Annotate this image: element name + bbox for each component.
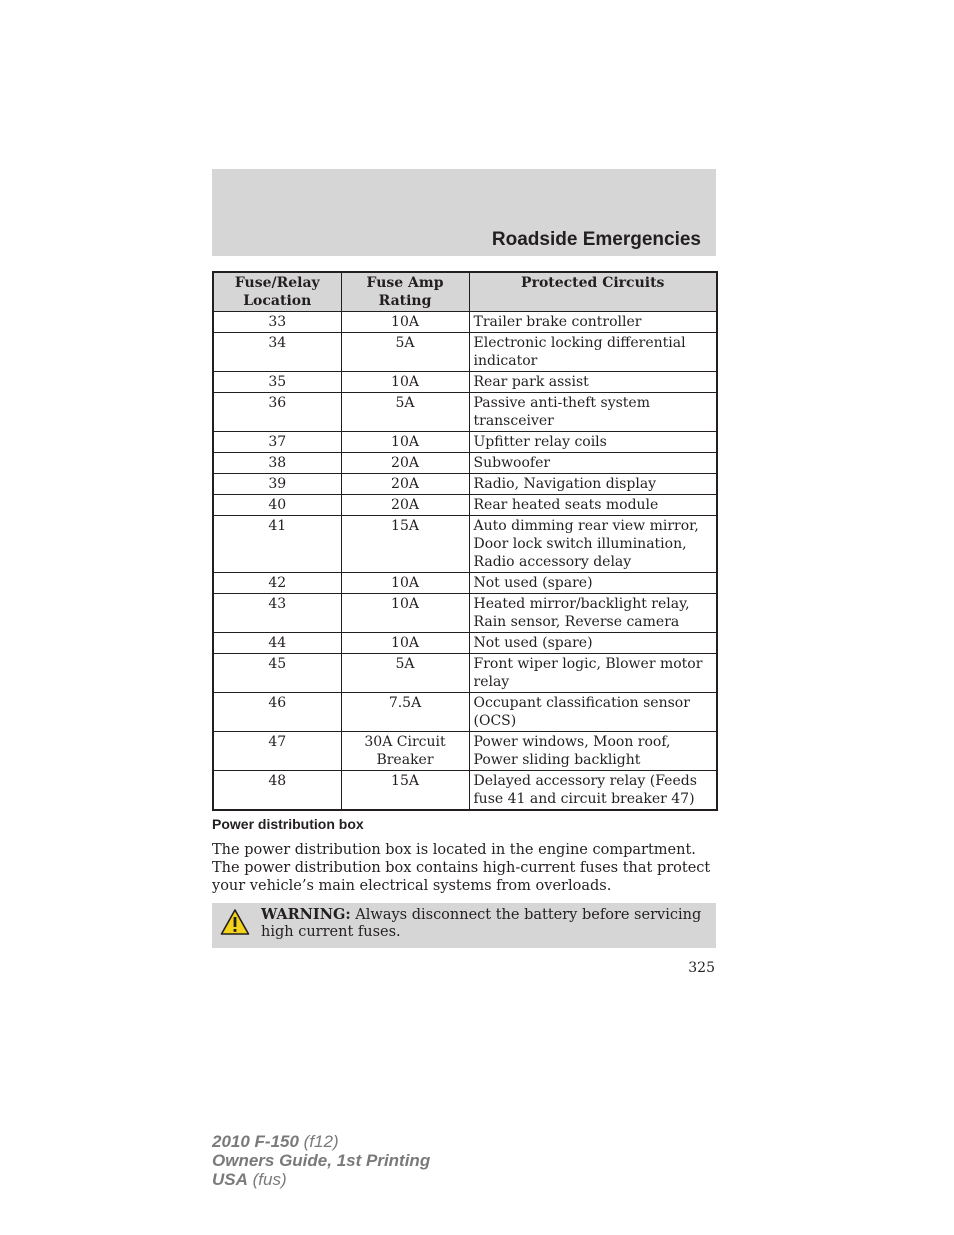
cell-location: 35 [213, 372, 341, 393]
cell-location: 38 [213, 453, 341, 474]
cell-circuits: Electronic locking differential indicator [469, 333, 717, 372]
table-row [213, 693, 717, 732]
table-row [213, 573, 717, 594]
cell-rating: 5A [341, 333, 469, 372]
fuse-table [212, 271, 718, 811]
cell-location: 45 [213, 654, 341, 693]
cell-location: 39 [213, 474, 341, 495]
footer-line-2: Owners Guide, 1st Printing [212, 1151, 431, 1170]
page-number: 325 [688, 960, 715, 976]
cell-circuits: Trailer brake controller [469, 312, 717, 333]
cell-location: 40 [213, 495, 341, 516]
table-row [213, 516, 717, 573]
cell-location: 34 [213, 333, 341, 372]
cell-circuits: Passive anti-theft system transceiver [469, 393, 717, 432]
cell-rating: 15A [341, 516, 469, 573]
cell-rating: 20A [341, 453, 469, 474]
cell-rating: 7.5A [341, 693, 469, 732]
column-header-rating: Fuse Amp Rating [341, 272, 469, 312]
table-row [213, 771, 717, 811]
section-header-band [212, 169, 716, 256]
table-row [213, 432, 717, 453]
cell-circuits: Front wiper logic, Blower motor relay [469, 654, 717, 693]
table-row [213, 633, 717, 654]
cell-location: 43 [213, 594, 341, 633]
cell-location: 47 [213, 732, 341, 771]
cell-rating: 10A [341, 573, 469, 594]
table-row [213, 453, 717, 474]
cell-rating: 30A Circuit Breaker [341, 732, 469, 771]
table-row [213, 654, 717, 693]
cell-location: 44 [213, 633, 341, 654]
cell-location: 42 [213, 573, 341, 594]
warning-box [212, 903, 716, 948]
cell-location: 48 [213, 771, 341, 811]
cell-circuits: Not used (spare) [469, 573, 717, 594]
warning-message: Always disconnect the battery before servicing high current fuses. [261, 907, 702, 940]
cell-location: 37 [213, 432, 341, 453]
cell-circuits: Radio, Navigation display [469, 474, 717, 495]
cell-rating: 10A [341, 432, 469, 453]
cell-circuits: Delayed accessory relay (Feeds fuse 41 and circuit breaker 47) [469, 771, 717, 811]
table-row [213, 333, 717, 372]
cell-circuits: Upfitter relay coils [469, 432, 717, 453]
cell-rating: 10A [341, 594, 469, 633]
section-heading: Power distribution box [212, 816, 364, 832]
section-title: Roadside Emergencies [491, 229, 701, 250]
cell-circuits: Occupant classification sensor (OCS) [469, 693, 717, 732]
table-row [213, 594, 717, 633]
section-paragraph: The power distribution box is located in the engine compartment. The power distribution box contains high-current fuses that protect your vehicle’s main electrical systems from overloads. [212, 842, 711, 894]
footer-model: 2010 F-150 [212, 1132, 299, 1151]
footer-line-3 [212, 1170, 430, 1189]
cell-circuits: Not used (spare) [469, 633, 717, 654]
cell-circuits: Rear heated seats module [469, 495, 717, 516]
cell-location: 36 [213, 393, 341, 432]
table-row [213, 393, 717, 432]
cell-rating: 10A [341, 312, 469, 333]
cell-rating: 20A [341, 495, 469, 516]
column-header-circuits: Protected Circuits [469, 272, 717, 312]
table-row [213, 312, 717, 333]
cell-rating: 5A [341, 393, 469, 432]
footer-line-1 [212, 1132, 430, 1151]
cell-circuits: Rear park assist [469, 372, 717, 393]
warning-text [261, 906, 711, 941]
cell-location: 33 [213, 312, 341, 333]
cell-rating: 10A [341, 633, 469, 654]
table-header-row [213, 272, 717, 312]
cell-rating: 5A [341, 654, 469, 693]
cell-rating: 15A [341, 771, 469, 811]
cell-circuits: Auto dimming rear view mirror, Door lock switch illumination, Radio accessory delay [469, 516, 717, 573]
cell-circuits: Subwoofer [469, 453, 717, 474]
footer [212, 1132, 430, 1189]
warning-label: WARNING: [261, 906, 351, 923]
footer-market: USA [212, 1170, 248, 1189]
table-row [213, 474, 717, 495]
column-header-location: Fuse/Relay Location [213, 272, 341, 312]
cell-location: 41 [213, 516, 341, 573]
cell-circuits: Heated mirror/backlight relay, Rain sensor, Reverse camera [469, 594, 717, 633]
table-row [213, 732, 717, 771]
footer-market-code: (fus) [247, 1170, 287, 1189]
warning-triangle-icon [220, 908, 250, 936]
footer-model-code: (f12) [298, 1132, 339, 1151]
cell-rating: 20A [341, 474, 469, 495]
table-row [213, 372, 717, 393]
cell-location: 46 [213, 693, 341, 732]
table-row [213, 495, 717, 516]
cell-circuits: Power windows, Moon roof, Power sliding backlight [469, 732, 717, 771]
cell-rating: 10A [341, 372, 469, 393]
